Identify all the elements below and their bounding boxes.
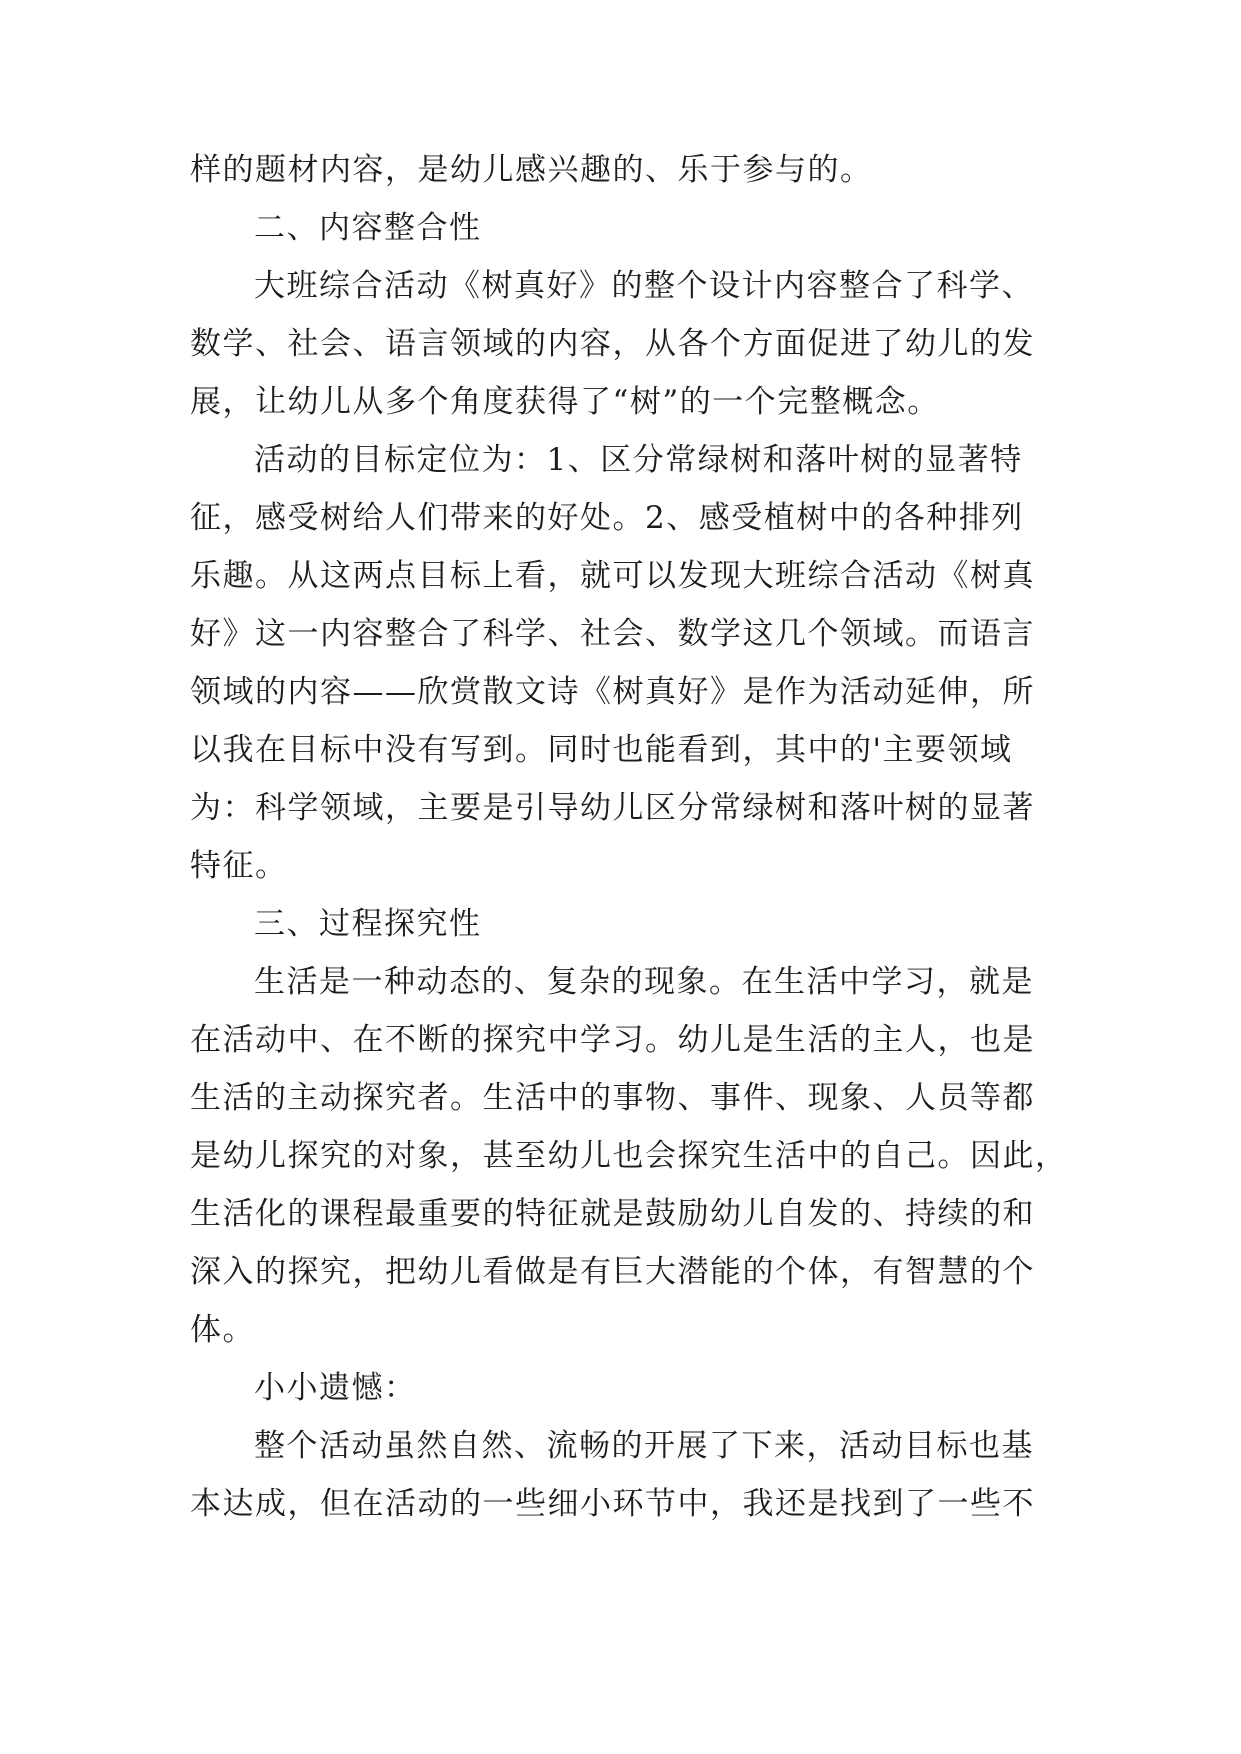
paragraph-line: 大班综合活动《树真好》的整个设计内容整合了科学、 [254, 268, 1034, 304]
paragraph-line: 本达成，但在活动的一些细小环节中，我还是找到了一些不 [190, 1486, 1035, 1522]
paragraph-line: 好》这一内容整合了科学、社会、数学这几个领域。而语言 [190, 616, 1035, 652]
paragraph-line: 深入的探究，把幼儿看做是有巨大潜能的个体，有智慧的个 [190, 1254, 1035, 1290]
paragraph-line: 以我在目标中没有写到。同时也能看到，其中的'主要领域 [190, 732, 1013, 768]
paragraph-line: 生活化的课程最重要的特征就是鼓励幼儿自发的、持续的和 [190, 1196, 1035, 1232]
section-heading-content-integration: 二、内容整合性 [254, 210, 482, 246]
paragraph-line: 生活的主动探究者。生活中的事物、事件、现象、人员等都 [190, 1080, 1035, 1116]
paragraph-line: 乐趣。从这两点目标上看，就可以发现大班综合活动《树真 [190, 558, 1035, 594]
paragraph-line: 领域的内容——欣赏散文诗《树真好》是作为活动延伸，所 [190, 674, 1035, 710]
paragraph-line: 生活是一种动态的、复杂的现象。在生活中学习，就是 [254, 964, 1034, 1000]
paragraph-line: 特征。 [190, 848, 288, 884]
paragraph-line: 整个活动虽然自然、流畅的开展了下来，活动目标也基 [254, 1428, 1034, 1464]
paragraph-line: 展，让幼儿从多个角度获得了“树”的一个完整概念。 [190, 384, 940, 420]
paragraph-line: 体。 [190, 1312, 255, 1348]
paragraph-line: 为：科学领域，主要是引导幼儿区分常绿树和落叶树的显著 [190, 790, 1035, 826]
paragraph-line: 活动的目标定位为：1、区分常绿树和落叶树的显著特 [254, 442, 1023, 478]
paragraph-line: 数学、社会、语言领域的内容，从各个方面促进了幼儿的发 [190, 326, 1035, 362]
paragraph-line: 征，感受树给人们带来的好处。2、感受植树中的各种排列 [190, 500, 1024, 536]
paragraph-line: 在活动中、在不断的探究中学习。幼儿是生活的主人，也是 [190, 1022, 1035, 1058]
paragraph-line: 是幼儿探究的对象，甚至幼儿也会探究生活中的自己。因此， [190, 1138, 1068, 1174]
section-heading-process-inquiry: 三、过程探究性 [254, 906, 482, 942]
text-line-continuation: 样的题材内容，是幼儿感兴趣的、乐于参与的。 [190, 152, 873, 188]
section-heading-small-regrets: 小小遗憾： [254, 1370, 417, 1406]
